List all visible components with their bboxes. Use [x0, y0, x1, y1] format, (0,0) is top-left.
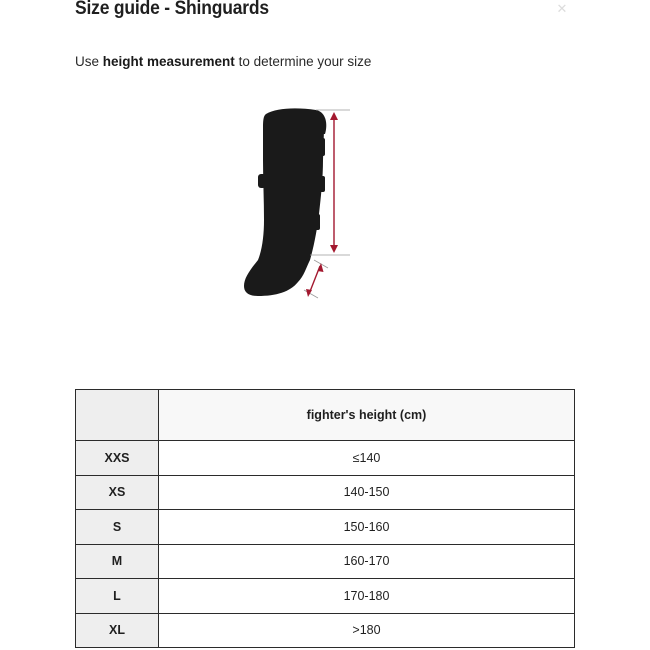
table-row — [76, 579, 575, 614]
table-row — [76, 475, 575, 510]
height-cell: ≤140 — [159, 441, 575, 476]
intro-text — [75, 54, 371, 69]
foot-measure-arrow — [304, 260, 328, 298]
table-row — [76, 613, 575, 648]
table-row — [76, 544, 575, 579]
size-table — [75, 389, 575, 648]
size-cell: XL — [76, 613, 159, 648]
height-cell: >180 — [159, 613, 575, 648]
intro-suffix: to determine your size — [234, 54, 372, 69]
size-cell: L — [76, 579, 159, 614]
intro-emphasis: height measurement — [102, 54, 235, 69]
size-cell: XS — [76, 475, 159, 510]
page-title: Size guide - Shinguards — [75, 0, 269, 19]
table-row — [76, 441, 575, 476]
size-cell: S — [76, 510, 159, 545]
height-cell: 150-160 — [159, 510, 575, 545]
shinguard-illustration — [230, 100, 370, 310]
height-cell: 170-180 — [159, 579, 575, 614]
table-header-row — [76, 390, 575, 441]
size-cell: M — [76, 544, 159, 579]
shinguard-icon — [244, 108, 326, 296]
height-cell: 160-170 — [159, 544, 575, 579]
height-column-header: fighter's height (cm) — [159, 390, 575, 441]
size-cell: XXS — [76, 441, 159, 476]
close-icon[interactable]: ✕ — [556, 1, 568, 16]
intro-prefix: Use — [75, 54, 103, 69]
table-corner-cell — [76, 390, 159, 441]
height-cell: 140-150 — [159, 475, 575, 510]
table-row — [76, 510, 575, 545]
